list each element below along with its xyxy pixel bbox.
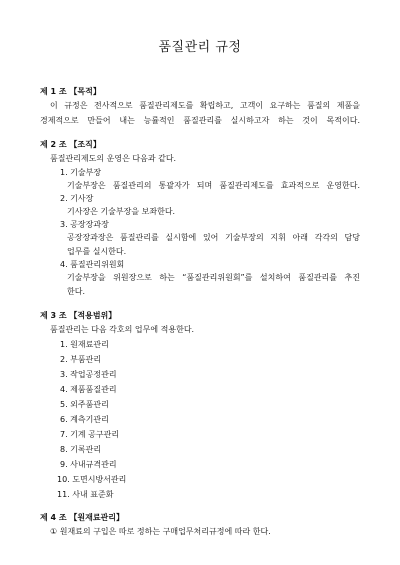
article-3-list-item: 5. 외주품관리	[60, 400, 109, 409]
article-2-item-3-label: 3. 공장장과장	[60, 220, 109, 229]
article-3-list-item: 6. 계측기관리	[60, 415, 109, 424]
article-3-list-item: 10. 도면시방서관리	[57, 475, 127, 484]
article-3-list-item: 3. 작업공정관리	[60, 370, 117, 379]
article-2-item-4-label: 4. 품질관리위원회	[60, 260, 125, 269]
article-2-item-2-label: 2. 기사장	[60, 194, 94, 203]
article-1-line-2: 경제적으로 만들어 내는 능률적인 품질관리를 실시하고자 하는 것이 목적이다.	[40, 116, 360, 125]
article-3-list-item: 1. 원재료관리	[60, 340, 109, 349]
article-3-list-item: 9. 사내규격관리	[60, 460, 117, 469]
article-2-item-1-label: 1. 기술부장	[60, 168, 102, 177]
article-3-list-item: 8. 기록관리	[60, 445, 102, 454]
article-3-heading: 제 3 조 【적용범위】	[40, 311, 117, 320]
article-1-line-1: 이 규정은 전사적으로 품질관리제도를 확립하고, 고객이 요구하는 품질의 제품을	[50, 101, 360, 110]
article-2-item-1-text: 기술부장은 품질관리의 통괄자가 되며 품질관리제도를 효과적으로 운영한다.	[67, 181, 360, 190]
article-2-intro: 품질관리제도의 운영은 다음과 같다.	[50, 154, 177, 163]
document-title: 품질관리 규정	[158, 40, 242, 55]
article-3-list-item: 4. 제품품질관리	[60, 385, 117, 394]
article-2-item-4-text-1: 기술부장을 위원장으로 하는 “품질관리위원회”를 설치하여 품질관리를 추진	[67, 273, 360, 282]
article-3-intro: 품질관리는 다음 각호의 업무에 적용한다.	[50, 325, 195, 334]
article-4-line-1: ① 원재료의 구입은 따로 정하는 구매업무처리규정에 따라 한다.	[50, 527, 271, 536]
article-2-item-3-text-1: 공장장과장은 품질관리를 실시함에 있어 기술부장의 지휘 아래 각각의 담당	[67, 233, 360, 242]
article-2-item-4-text-2: 한다.	[67, 287, 85, 296]
article-3-list-item: 7. 기계 공구관리	[60, 430, 120, 439]
article-1-heading: 제 1 조 【목적】	[40, 87, 101, 96]
article-3-list-item: 11. 사내 표준화	[57, 490, 114, 499]
article-2-item-3-text-2: 업무를 실시한다.	[67, 247, 127, 256]
article-3-list-item: 2. 부품관리	[60, 355, 102, 364]
article-4-heading: 제 4 조 【원재료관리】	[40, 513, 125, 522]
article-2-item-2-text: 기사장은 기술부장을 보좌한다.	[67, 207, 176, 216]
article-2-heading: 제 2 조 【조직】	[40, 140, 101, 149]
